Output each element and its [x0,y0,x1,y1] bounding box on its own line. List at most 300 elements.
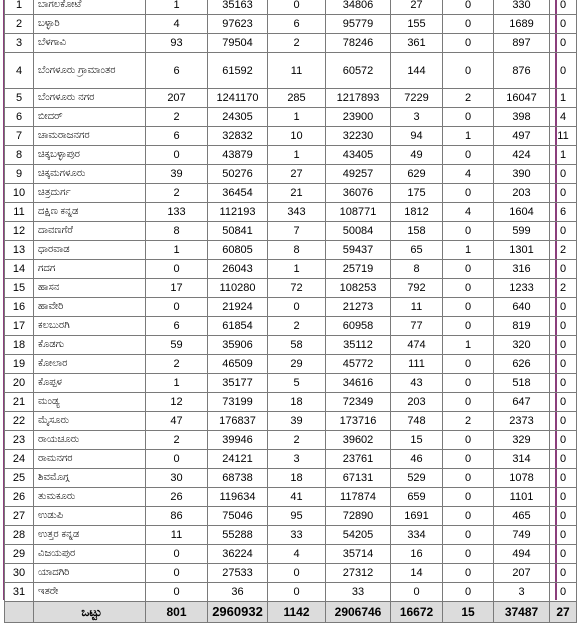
value-cell: 6 [146,53,208,89]
value-cell: 0 [443,146,494,165]
value-cell: 0 [550,488,577,507]
value-cell: 316 [494,260,550,279]
value-cell: 97623 [208,15,268,34]
value-cell: 43879 [208,146,268,165]
value-cell: 8 [146,222,208,241]
value-cell: 33 [268,526,326,545]
value-cell: 2 [146,108,208,127]
value-cell: 1 [443,127,494,146]
value-cell: 110280 [208,279,268,298]
district-name-cell: ಬೆಂಗಳೂರು ನಗರ [34,89,146,108]
value-cell: 285 [268,89,326,108]
value-cell: 4 [146,15,208,34]
district-name-cell: ಯಾದಗಿರಿ [34,564,146,583]
value-cell: 27 [268,165,326,184]
value-cell: 158 [391,222,443,241]
value-cell: 54205 [326,526,391,545]
serial-number-cell: 5 [5,89,34,108]
total-cell: 2906746 [326,602,391,623]
value-cell: 61592 [208,53,268,89]
value-cell: 155 [391,15,443,34]
value-cell: 0 [550,260,577,279]
value-cell: 0 [443,583,494,602]
value-cell: 36 [208,583,268,602]
value-cell: 1241170 [208,89,268,108]
table-row [5,431,577,450]
table-row [5,374,577,393]
district-name-cell: ಗದಗ [34,260,146,279]
value-cell: 78246 [326,34,391,53]
value-cell: 6 [550,203,577,222]
table-row [5,184,577,203]
value-cell: 29 [268,355,326,374]
value-cell: 6 [268,15,326,34]
value-cell: 1604 [494,203,550,222]
value-cell: 59 [146,336,208,355]
value-cell: 343 [268,203,326,222]
value-cell: 0 [550,222,577,241]
table-body [5,0,577,602]
value-cell: 0 [443,53,494,89]
total-cell: 1142 [268,602,326,623]
table-row [5,0,577,15]
total-row [5,602,577,623]
value-cell: 32230 [326,127,391,146]
value-cell: 0 [268,583,326,602]
value-cell: 465 [494,507,550,526]
district-data-table [4,0,577,623]
table-row [5,53,577,89]
value-cell: 34806 [326,0,391,15]
value-cell: 4 [443,165,494,184]
value-cell: 0 [550,53,577,89]
serial-number-cell: 3 [5,34,34,53]
value-cell: 112193 [208,203,268,222]
value-cell: 36454 [208,184,268,203]
value-cell: 0 [443,526,494,545]
value-cell: 0 [146,298,208,317]
value-cell: 8 [391,260,443,279]
serial-number-cell: 16 [5,298,34,317]
serial-number-cell: 1 [5,0,34,15]
district-name-cell: ಕೋಲಾರ [34,355,146,374]
value-cell: 0 [268,0,326,15]
value-cell: 79504 [208,34,268,53]
value-cell: 0 [550,564,577,583]
value-cell: 30 [146,469,208,488]
value-cell: 117874 [326,488,391,507]
total-label: ಒಟ್ಟು [34,602,146,623]
district-name-cell: ರಾಮನಗರ [34,450,146,469]
serial-number-cell: 2 [5,15,34,34]
value-cell: 36076 [326,184,391,203]
district-name-cell: ಮೈಸೂರು [34,412,146,431]
value-cell: 4 [268,545,326,564]
value-cell: 876 [494,53,550,89]
value-cell: 0 [550,374,577,393]
value-cell: 175 [391,184,443,203]
value-cell: 33 [326,583,391,602]
value-cell: 58 [268,336,326,355]
value-cell: 792 [391,279,443,298]
value-cell: 39 [146,165,208,184]
value-cell: 0 [146,545,208,564]
value-cell: 60805 [208,241,268,260]
value-cell: 494 [494,545,550,564]
value-cell: 11 [146,526,208,545]
value-cell: 390 [494,165,550,184]
value-cell: 61854 [208,317,268,336]
value-cell: 27533 [208,564,268,583]
value-cell: 73199 [208,393,268,412]
total-cell: 37487 [494,602,550,623]
district-name-cell: ಚಿತ್ರದುರ್ಗ [34,184,146,203]
serial-number-cell: 28 [5,526,34,545]
serial-number-cell: 19 [5,355,34,374]
value-cell: 0 [550,0,577,15]
value-cell: 36224 [208,545,268,564]
value-cell: 23900 [326,108,391,127]
value-cell: 207 [494,564,550,583]
value-cell: 398 [494,108,550,127]
value-cell: 207 [146,89,208,108]
value-cell: 72 [268,279,326,298]
value-cell: 1 [146,0,208,15]
value-cell: 8 [268,241,326,260]
value-cell: 2 [550,279,577,298]
district-name-cell: ಕೊಡಗು [34,336,146,355]
value-cell: 176837 [208,412,268,431]
value-cell: 46509 [208,355,268,374]
value-cell: 897 [494,34,550,53]
value-cell: 1 [550,146,577,165]
value-cell: 0 [443,564,494,583]
value-cell: 93 [146,34,208,53]
value-cell: 1812 [391,203,443,222]
value-cell: 46 [391,450,443,469]
value-cell: 7229 [391,89,443,108]
value-cell: 749 [494,526,550,545]
value-cell: 86 [146,507,208,526]
value-cell: 0 [443,450,494,469]
table-row [5,393,577,412]
value-cell: 24305 [208,108,268,127]
value-cell: 25719 [326,260,391,279]
value-cell: 0 [443,260,494,279]
value-cell: 32832 [208,127,268,146]
district-name-cell: ಬೆಳಗಾವಿ [34,34,146,53]
serial-number-cell: 23 [5,431,34,450]
table-row [5,89,577,108]
serial-number-cell: 29 [5,545,34,564]
value-cell: 0 [443,374,494,393]
value-cell: 0 [443,317,494,336]
value-cell: 1217893 [326,89,391,108]
serial-number-cell: 7 [5,127,34,146]
value-cell: 0 [146,146,208,165]
value-cell: 3 [268,450,326,469]
value-cell: 2 [268,317,326,336]
value-cell: 0 [443,507,494,526]
serial-number-cell: 26 [5,488,34,507]
value-cell: 41 [268,488,326,507]
total-cell: 15 [443,602,494,623]
value-cell: 0 [443,184,494,203]
value-cell: 0 [550,583,577,602]
value-cell: 35112 [326,336,391,355]
value-cell: 203 [391,393,443,412]
value-cell: 0 [550,526,577,545]
value-cell: 0 [443,488,494,507]
serial-number-cell: 31 [5,583,34,602]
value-cell: 1101 [494,488,550,507]
value-cell: 0 [550,298,577,317]
serial-number-cell: 11 [5,203,34,222]
value-cell: 3 [391,108,443,127]
value-cell: 55288 [208,526,268,545]
table-row [5,279,577,298]
value-cell: 0 [550,355,577,374]
value-cell: 24121 [208,450,268,469]
value-cell: 659 [391,488,443,507]
value-cell: 59437 [326,241,391,260]
value-cell: 0 [550,15,577,34]
value-cell: 0 [443,355,494,374]
value-cell: 0 [550,393,577,412]
district-name-cell: ಉಡುಪಿ [34,507,146,526]
value-cell: 599 [494,222,550,241]
value-cell: 320 [494,336,550,355]
value-cell: 108253 [326,279,391,298]
value-cell: 49257 [326,165,391,184]
value-cell: 27 [391,0,443,15]
value-cell: 11 [550,127,577,146]
value-cell: 0 [550,165,577,184]
value-cell: 1 [268,146,326,165]
value-cell: 133 [146,203,208,222]
value-cell: 0 [550,336,577,355]
value-cell: 1 [550,89,577,108]
serial-number-cell: 21 [5,393,34,412]
table-row [5,355,577,374]
value-cell: 6 [146,127,208,146]
table-row [5,564,577,583]
value-cell: 0 [443,222,494,241]
total-cell: 27 [550,602,577,623]
value-cell: 0 [550,184,577,203]
table-row [5,241,577,260]
value-cell: 0 [550,469,577,488]
table-row [5,165,577,184]
table-row [5,412,577,431]
value-cell: 0 [443,393,494,412]
value-cell: 0 [550,450,577,469]
serial-number-cell: 30 [5,564,34,583]
value-cell: 21924 [208,298,268,317]
value-cell: 39602 [326,431,391,450]
district-name-cell: ಶಿವಮೊಗ್ಗ [34,469,146,488]
table-row [5,146,577,165]
value-cell: 0 [550,507,577,526]
value-cell: 2373 [494,412,550,431]
table-row [5,108,577,127]
table-row [5,526,577,545]
value-cell: 0 [443,298,494,317]
value-cell: 65 [391,241,443,260]
value-cell: 77 [391,317,443,336]
value-cell: 334 [391,526,443,545]
value-cell: 0 [550,545,577,564]
value-cell: 23761 [326,450,391,469]
table-row [5,583,577,602]
value-cell: 3 [494,583,550,602]
value-cell: 6 [146,317,208,336]
value-cell: 361 [391,34,443,53]
value-cell: 0 [146,583,208,602]
value-cell: 68738 [208,469,268,488]
value-cell: 2 [268,431,326,450]
table-row [5,469,577,488]
value-cell: 111 [391,355,443,374]
value-cell: 0 [268,298,326,317]
value-cell: 95 [268,507,326,526]
value-cell: 497 [494,127,550,146]
serial-number-cell: 13 [5,241,34,260]
table-row [5,260,577,279]
value-cell: 0 [550,317,577,336]
value-cell: 329 [494,431,550,450]
value-cell: 2 [268,34,326,53]
value-cell: 0 [550,431,577,450]
value-cell: 0 [443,0,494,15]
serial-number-cell: 27 [5,507,34,526]
value-cell: 2 [443,89,494,108]
serial-number-cell: 8 [5,146,34,165]
value-cell: 1 [146,374,208,393]
district-name-cell: ಬೀದರ್ [34,108,146,127]
value-cell: 0 [550,34,577,53]
value-cell: 314 [494,450,550,469]
value-cell: 0 [443,545,494,564]
value-cell: 35714 [326,545,391,564]
value-cell: 2 [146,355,208,374]
value-cell: 0 [443,431,494,450]
value-cell: 95779 [326,15,391,34]
total-cell: 801 [146,602,208,623]
district-name-cell: ಹಾಸನ [34,279,146,298]
table-row [5,507,577,526]
value-cell: 60958 [326,317,391,336]
serial-number-cell: 22 [5,412,34,431]
value-cell: 45772 [326,355,391,374]
serial-number-cell: 10 [5,184,34,203]
value-cell: 2 [146,184,208,203]
value-cell: 49 [391,146,443,165]
table-row [5,222,577,241]
value-cell: 43 [391,374,443,393]
district-name-cell: ವಿಜಯಪುರ [34,545,146,564]
value-cell: 16 [391,545,443,564]
serial-number-cell: 14 [5,260,34,279]
value-cell: 43405 [326,146,391,165]
value-cell: 1233 [494,279,550,298]
value-cell: 47 [146,412,208,431]
value-cell: 50841 [208,222,268,241]
value-cell: 72890 [326,507,391,526]
value-cell: 39946 [208,431,268,450]
value-cell: 15 [391,431,443,450]
district-name-cell: ಉತ್ತರ ಕನ್ನಡ [34,526,146,545]
table-row [5,298,577,317]
value-cell: 1 [443,241,494,260]
value-cell: 72349 [326,393,391,412]
table-row [5,15,577,34]
serial-number-cell: 17 [5,317,34,336]
district-name-cell: ಬಳ್ಳಾರಿ [34,15,146,34]
table-row [5,203,577,222]
district-name-cell: ತುಮಕೂರು [34,488,146,507]
district-name-cell: ರಾಯಚೂರು [34,431,146,450]
serial-number-cell: 20 [5,374,34,393]
value-cell: 0 [268,564,326,583]
serial-number-cell: 4 [5,53,34,89]
value-cell: 0 [391,583,443,602]
table-row [5,34,577,53]
serial-number-cell: 15 [5,279,34,298]
value-cell: 26 [146,488,208,507]
table-row [5,545,577,564]
value-cell: 26043 [208,260,268,279]
value-cell: 0 [443,469,494,488]
value-cell: 35906 [208,336,268,355]
value-cell: 0 [146,450,208,469]
value-cell: 16047 [494,89,550,108]
district-name-cell: ದಕ್ಷಿಣ ಕನ್ನಡ [34,203,146,222]
district-name-cell: ಚಿಕ್ಕಮಗಳೂರು [34,165,146,184]
table-row [5,127,577,146]
district-name-cell: ದಾವಣಗೆರೆ [34,222,146,241]
district-name-cell: ಮಂಡ್ಯ [34,393,146,412]
district-name-cell: ಕೊಪ್ಪಳ [34,374,146,393]
value-cell: 0 [146,564,208,583]
value-cell: 35163 [208,0,268,15]
value-cell: 203 [494,184,550,203]
value-cell: 640 [494,298,550,317]
value-cell: 5 [268,374,326,393]
value-cell: 819 [494,317,550,336]
value-cell: 12 [146,393,208,412]
value-cell: 1 [268,260,326,279]
value-cell: 10 [268,127,326,146]
value-cell: 1689 [494,15,550,34]
value-cell: 0 [443,279,494,298]
table-row [5,488,577,507]
value-cell: 50276 [208,165,268,184]
value-cell: 1078 [494,469,550,488]
district-name-cell: ಧಾರವಾಡ [34,241,146,260]
value-cell: 1 [443,336,494,355]
district-name-cell: ಚಿಕ್ಕಬಳ್ಳಾಪುರ [34,146,146,165]
district-name-cell: ಕಲಬುರಗಿ [34,317,146,336]
value-cell: 75046 [208,507,268,526]
serial-number-cell: 6 [5,108,34,127]
value-cell: 330 [494,0,550,15]
value-cell: 0 [146,260,208,279]
value-cell: 21273 [326,298,391,317]
district-name-cell: ಬಾಗಲಕೋಟೆ [34,0,146,15]
district-name-cell: ಚಾಮರಾಜನಗರ [34,127,146,146]
value-cell: 60572 [326,53,391,89]
